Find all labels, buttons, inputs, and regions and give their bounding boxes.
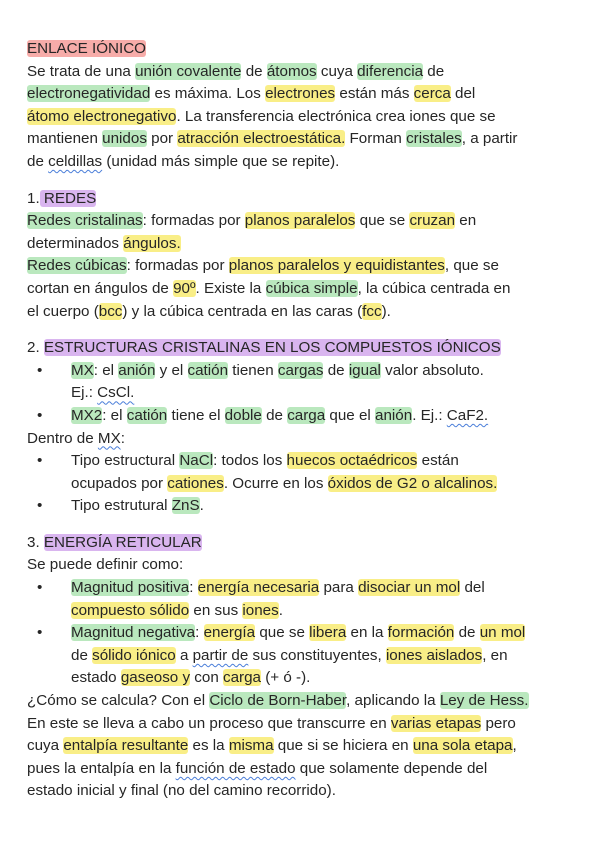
yellow-highlight: planos paralelos [244,212,356,230]
yellow-highlight: cationes [167,474,224,492]
bullet-icon: • [37,361,43,379]
paragraph-gap [27,323,587,337]
paragraph-gap [27,518,587,532]
text-segment: . [199,497,204,515]
text-segment: de [71,646,93,664]
text-segment: : formadas por [142,212,245,230]
text-line [27,188,587,211]
spellcheck-word: CsCl. [97,384,135,402]
text-segment: Tipo estructural [71,452,180,470]
text-line [27,532,587,555]
bullet-item [27,360,587,383]
text-segment: cuya [316,62,358,80]
bullet-icon: • [37,579,43,597]
text-line [27,151,587,174]
text-line [27,337,587,360]
yellow-highlight: entalpía resultante [63,737,189,755]
yellow-highlight: energía [203,624,256,642]
text-segment: . Ocurre en los [223,474,328,492]
text-line [27,554,587,577]
text-segment: para [319,579,359,597]
bullet-icon: • [37,452,43,470]
text-segment: : formadas por [126,257,229,275]
text-segment: en la [346,624,388,642]
text-segment: , que se [444,257,499,275]
green-highlight: MX2 [71,406,103,424]
bullet-item [27,495,587,518]
text-segment: determinados [27,234,124,252]
yellow-highlight: bcc [98,302,123,320]
text-line [27,61,587,84]
yellow-highlight: energía necesaria [197,579,320,597]
text-segment: Forman [345,130,407,148]
green-highlight: catión [126,406,168,424]
text-segment: estado inicial y final (no del camino recorrido). [27,782,336,800]
text-segment: En este se lleva a cabo un proceso que transcurre en [27,714,391,732]
yellow-highlight: formación [387,624,455,642]
green-highlight: NaCl [179,452,214,470]
text-segment: tiene el [167,406,225,424]
text-segment: que el [325,406,376,424]
text-segment: Se puede definir como: [27,556,184,574]
text-segment: de [454,624,480,642]
text-line [27,713,587,736]
text-line [27,780,587,803]
text-line [27,600,587,623]
text-segment: están más [335,85,414,103]
text-segment: (+ ó -). [261,669,311,687]
text-line [27,128,587,151]
text-segment: de [261,406,288,424]
yellow-highlight: un mol [479,624,526,642]
bullet-item [27,450,587,473]
text-segment: es máxima. Los [150,85,266,103]
yellow-highlight: iones aislados [385,646,483,664]
text-segment: 1. [27,189,40,207]
text-segment: : el [102,406,127,424]
spellcheck-word: función de estado [175,759,296,777]
text-segment: ¿Cómo se calcula? Con el [27,692,210,710]
text-segment: . Existe la [195,279,266,297]
text-segment: : el [93,361,119,379]
text-segment: a [175,646,193,664]
text-segment: (unidad más simple que se repite). [102,152,340,170]
text-segment: 2. [27,339,44,357]
spellcheck-word: CaF2. [446,406,489,424]
text-segment: por [146,130,178,148]
text-segment: Se trata de una [27,62,136,80]
text-line [27,278,587,301]
text-segment: que si se hiciera en [273,737,413,755]
yellow-highlight: electrones [265,85,336,103]
green-highlight: Ley de Hess. [439,692,529,710]
yellow-highlight: varias etapas [390,714,482,732]
green-highlight: cúbica simple [265,279,358,297]
yellow-highlight: carga [223,669,261,687]
green-highlight: átomos [266,62,317,80]
text-segment: Dentro de [27,429,98,447]
green-highlight: MX [71,361,94,379]
section-heading: ESTRUCTURAS CRISTALINAS EN LOS COMPUESTOS IÓNICOS [43,339,501,357]
yellow-highlight: cruzan [409,212,456,230]
title-highlight: ENLACE IÓNICO [27,40,146,57]
text-segment: en [455,212,477,230]
spellcheck-word: celdillas [48,152,103,170]
green-highlight: Magnitud negativa [71,624,196,642]
text-segment: en sus [189,601,243,619]
text-line [27,382,587,405]
text-segment: el cuerpo ( [27,302,99,320]
text-line [27,735,587,758]
green-highlight: igual [348,361,381,379]
text-segment: Ej.: [71,384,98,402]
notes-document [27,38,587,803]
section-heading: REDES [39,189,97,207]
bullet-icon: • [37,497,43,515]
green-highlight: doble [224,406,262,424]
text-line [27,83,587,106]
yellow-highlight: iones [242,601,279,619]
text-segment: que solamente depende del [295,759,488,777]
text-segment: . La transferencia electrónica crea iones que se [176,107,496,125]
text-segment: que se [255,624,310,642]
text-segment: y el [155,361,188,379]
text-segment: están [417,452,459,470]
green-highlight: cristales [406,130,462,148]
green-highlight: unión covalente [135,62,242,80]
text-segment: , [512,737,517,755]
text-segment: del [450,85,476,103]
yellow-highlight: cerca [413,85,451,103]
yellow-highlight: misma [228,737,274,755]
green-highlight: diferencia [357,62,424,80]
bullet-item [27,622,587,645]
text-segment: de [27,152,49,170]
text-segment: : [189,579,198,597]
yellow-highlight: atracción electroestática. [177,130,346,148]
text-segment: estado [71,669,121,687]
text-segment: que se [355,212,410,230]
yellow-highlight: una sola etapa [412,737,513,755]
green-highlight: catión [187,361,229,379]
yellow-highlight: disociar un mol [358,579,461,597]
green-highlight: anión [118,361,156,379]
text-segment: . [278,601,283,619]
text-segment: sus constituyentes, [248,646,386,664]
green-highlight: cargas [277,361,324,379]
green-highlight: anión [375,406,413,424]
text-line [27,667,587,690]
green-highlight: Redes cristalinas [27,212,143,230]
yellow-highlight: compuesto sólido [71,601,190,619]
yellow-highlight: libera [309,624,347,642]
bullet-item [27,577,587,600]
bullet-icon: • [37,624,43,642]
text-segment: 3. [27,533,44,551]
yellow-highlight: 90º [173,279,196,297]
text-segment: , a partir [461,130,518,148]
text-segment: ocupados por [71,474,168,492]
spellcheck-word: partir de [192,646,249,664]
green-highlight: ZnS [171,497,200,515]
yellow-highlight: huecos octaédricos [286,452,418,470]
yellow-highlight: gaseoso y [120,669,191,687]
text-segment: tienen [228,361,278,379]
text-segment: : [195,624,204,642]
text-line [27,210,587,233]
text-segment: : todos los [213,452,287,470]
text-segment: . Ej.: [412,406,447,424]
text-segment: valor absoluto. [380,361,484,379]
bullet-icon: • [37,406,43,424]
text-segment: : [120,429,125,447]
text-line [27,255,587,278]
text-line [27,301,587,324]
yellow-highlight: sólido iónico [92,646,176,664]
text-line [27,473,587,496]
text-segment: de [423,62,445,80]
text-segment: ) y la cúbica centrada en las caras ( [122,302,363,320]
green-highlight: Redes cúbicas [27,257,127,275]
text-segment: ). [381,302,391,320]
text-segment: mantienen [27,130,103,148]
text-segment: pues la entalpía en la [27,759,176,777]
paragraph-gap [27,174,587,188]
text-segment: pero [481,714,516,732]
yellow-highlight: planos paralelos y equidistantes [228,257,445,275]
text-segment: de [323,361,349,379]
text-line [27,233,587,256]
text-segment: con [190,669,223,687]
yellow-highlight: átomo electronegativo [27,107,177,125]
text-segment: del [460,579,485,597]
text-segment: cortan en ángulos de [27,279,174,297]
yellow-highlight: óxidos de G2 o alcalinos. [327,474,498,492]
yellow-highlight: ángulos. [123,234,181,252]
text-segment: , la cúbica centrada en [357,279,511,297]
text-line [27,690,587,713]
text-line [27,38,587,61]
text-line [27,758,587,781]
green-highlight: Magnitud positiva [71,579,190,597]
text-segment: , en [482,646,508,664]
bullet-item [27,405,587,428]
section-heading: ENERGÍA RETICULAR [43,533,202,551]
text-line [27,106,587,129]
green-highlight: Ciclo de Born-Haber [209,692,347,710]
green-highlight: unidos [102,130,147,148]
text-segment: de [241,62,267,80]
yellow-highlight: fcc [362,302,382,320]
text-segment: es la [188,737,229,755]
text-segment: cuya [27,737,64,755]
text-segment: Tipo estrutural [71,497,172,515]
text-segment: , aplicando la [346,692,440,710]
text-line [27,645,587,668]
green-highlight: carga [287,406,326,424]
spellcheck-word: MX [97,429,121,447]
text-line [27,428,587,451]
green-highlight: electronegatividad [27,85,151,103]
